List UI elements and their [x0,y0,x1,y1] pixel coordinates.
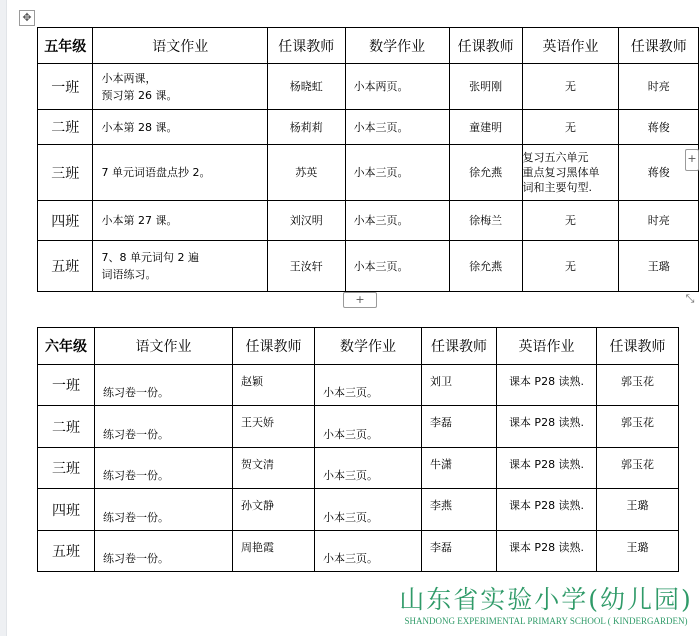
grade5-homework-table [37,27,699,292]
chinese-homework-cell[interactable]: 练习卷一份。 [95,365,233,406]
add-column-button[interactable]: + [685,149,699,171]
english-homework-cell[interactable]: 课本 P28 读熟. [497,531,597,572]
chinese-teacher-cell[interactable]: 王汝轩 [267,241,345,292]
school-name-chinese: 山东省实验小学(幼儿园) [399,585,693,614]
class-name: 一班 [38,64,93,110]
header-math-homework: 数学作业 [345,28,449,64]
chinese-teacher-cell[interactable]: 赵颖 [233,365,315,406]
math-homework-cell[interactable]: 小本三页。 [345,201,449,241]
english-teacher-cell[interactable]: 时亮 [619,201,699,241]
english-homework-cell[interactable]: 无 [522,241,619,292]
class-name: 二班 [38,406,95,448]
english-homework-cell[interactable]: 课本 P28 读熟. [497,365,597,406]
math-homework-cell[interactable]: 小本两页。 [345,64,449,110]
table-row [38,448,679,489]
english-homework-cell[interactable] [522,145,619,201]
math-teacher-cell[interactable]: 李磊 [422,531,497,572]
math-homework-cell[interactable]: 小本三页。 [315,531,422,572]
class-name: 四班 [38,201,93,241]
english-teacher-cell[interactable]: 郭玉花 [597,448,679,489]
math-teacher-cell[interactable]: 牛潇 [422,448,497,489]
chinese-teacher-cell[interactable]: 杨晓虹 [267,64,345,110]
header-chinese-teacher: 任课教师 [233,328,315,365]
english-teacher-cell[interactable]: 蒋俊 [619,145,699,201]
table-row [38,145,699,201]
table-row [38,531,679,572]
header-english-teacher: 任课教师 [619,28,699,64]
school-logo-watermark [398,585,694,633]
chinese-homework-line: 7、8 单元词句 2 遍 [101,251,199,264]
math-homework-cell[interactable]: 小本三页。 [315,365,422,406]
header-math-teacher: 任课教师 [422,328,497,365]
chinese-homework-line: 预习第 26 课。 [101,88,178,102]
table-row [38,201,699,241]
class-name: 三班 [38,145,93,201]
english-teacher-cell[interactable]: 王璐 [619,241,699,292]
math-teacher-cell[interactable]: 徐允燕 [449,145,522,201]
add-row-button[interactable]: + [343,292,377,308]
math-teacher-cell[interactable]: 李燕 [422,489,497,531]
english-teacher-cell[interactable]: 郭玉花 [597,406,679,448]
math-homework-cell[interactable]: 小本三页。 [345,110,449,145]
header-chinese-homework: 语文作业 [95,328,233,365]
chinese-homework-cell[interactable]: 练习卷一份。 [95,448,233,489]
chinese-homework-cell[interactable] [93,241,268,292]
table-row [38,489,679,531]
table-resize-icon[interactable]: ⤡ [685,292,695,305]
table-row [38,110,699,145]
english-homework-line: 重点复习黑体单 [522,166,600,179]
math-homework-cell[interactable]: 小本三页。 [315,489,422,531]
class-name: 二班 [38,110,93,145]
chinese-teacher-cell[interactable]: 杨莉莉 [267,110,345,145]
page-left-margin [0,0,7,636]
math-homework-cell[interactable]: 小本三页。 [345,145,449,201]
table-move-handle-icon[interactable]: ✥ [19,10,35,26]
math-teacher-cell[interactable]: 刘卫 [422,365,497,406]
header-chinese-homework: 语文作业 [93,28,268,64]
chinese-homework-line: 小本两课， [101,71,157,85]
table-row [38,241,699,292]
english-teacher-cell[interactable]: 王璐 [597,489,679,531]
english-homework-cell[interactable]: 课本 P28 读熟. [497,489,597,531]
english-homework-cell[interactable]: 无 [522,64,619,110]
english-homework-cell[interactable]: 无 [522,110,619,145]
chinese-homework-cell[interactable]: 练习卷一份。 [95,406,233,448]
header-math-teacher: 任课教师 [449,28,522,64]
table-row [38,64,699,110]
english-teacher-cell[interactable]: 时亮 [619,64,699,110]
chinese-teacher-cell[interactable]: 刘汉明 [267,201,345,241]
grade-label: 五年级 [38,28,93,64]
class-name: 一班 [38,365,95,406]
math-teacher-cell[interactable]: 徐梅兰 [449,201,522,241]
table-row [38,406,679,448]
class-name: 五班 [38,241,93,292]
chinese-teacher-cell[interactable]: 贺文清 [233,448,315,489]
chinese-homework-cell[interactable]: 练习卷一份。 [95,489,233,531]
math-teacher-cell[interactable]: 张明刚 [449,64,522,110]
chinese-teacher-cell[interactable]: 周艳霞 [233,531,315,572]
chinese-homework-cell[interactable]: 练习卷一份。 [95,531,233,572]
chinese-homework-line: 词语练习。 [101,268,157,281]
english-homework-cell[interactable]: 课本 P28 读熟. [497,448,597,489]
english-homework-line: 复习五六单元 [522,151,589,164]
table-row [38,365,679,406]
header-chinese-teacher: 任课教师 [267,28,345,64]
chinese-teacher-cell[interactable]: 苏英 [267,145,345,201]
math-homework-cell[interactable]: 小本三页。 [345,241,449,292]
english-teacher-cell[interactable]: 王璐 [597,531,679,572]
grade-label: 六年级 [38,328,95,365]
class-name: 五班 [38,531,95,572]
header-math-homework: 数学作业 [315,328,422,365]
chinese-homework-cell[interactable]: 7 单元词语盘点抄 2。 [93,145,268,201]
class-name: 四班 [38,489,95,531]
math-homework-cell[interactable]: 小本三页。 [315,406,422,448]
chinese-teacher-cell[interactable]: 孙文静 [233,489,315,531]
english-teacher-cell[interactable]: 郭玉花 [597,365,679,406]
chinese-teacher-cell[interactable]: 王天娇 [233,406,315,448]
english-homework-line: 词和主要句型. [522,181,593,194]
math-teacher-cell[interactable]: 李磊 [422,406,497,448]
english-homework-cell[interactable]: 课本 P28 读熟. [497,406,597,448]
class-name: 三班 [38,448,95,489]
english-teacher-cell[interactable]: 蒋俊 [619,110,699,145]
school-name-english: SHANDONG EXPERIMENTAL PRIMARY SCHOOL ( KINDERGARDEN) [404,616,688,626]
english-homework-cell[interactable]: 无 [522,201,619,241]
math-teacher-cell[interactable]: 童建明 [449,110,522,145]
math-homework-cell[interactable]: 小本三页。 [315,448,422,489]
chinese-homework-cell[interactable] [93,64,268,110]
math-teacher-cell[interactable]: 徐允燕 [449,241,522,292]
chinese-homework-cell[interactable]: 小本第 28 课。 [93,110,268,145]
header-english-teacher: 任课教师 [597,328,679,365]
grade6-homework-table [37,327,679,572]
header-english-homework: 英语作业 [522,28,619,64]
header-english-homework: 英语作业 [497,328,597,365]
table-header-row [38,328,679,365]
table-header-row [38,28,699,64]
chinese-homework-cell[interactable]: 小本第 27 课。 [93,201,268,241]
